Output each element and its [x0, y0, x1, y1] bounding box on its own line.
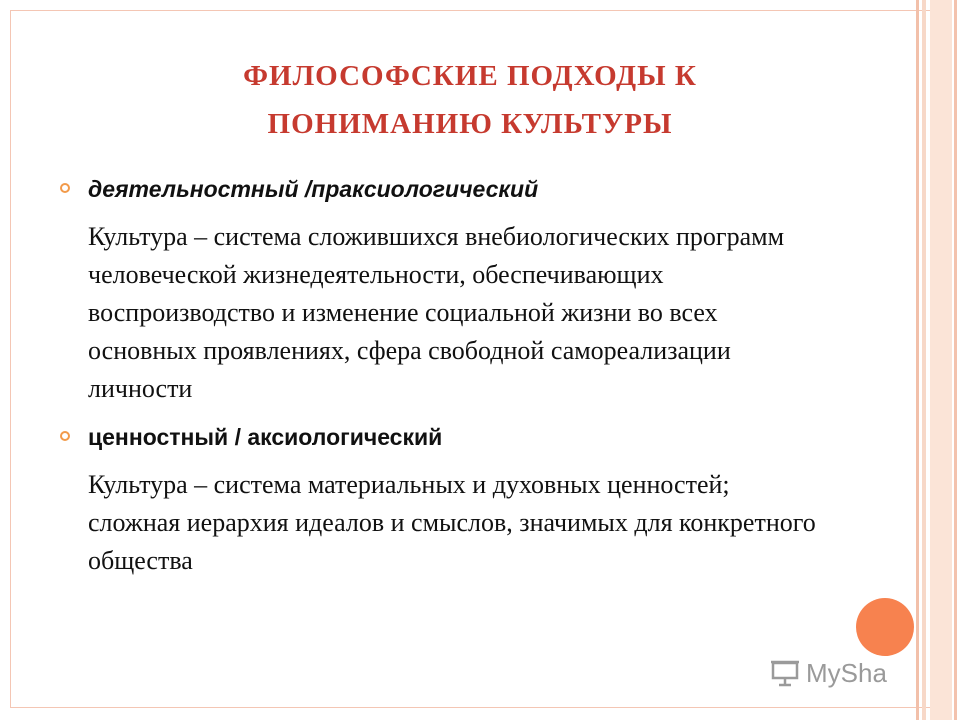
title-line-2: ПОНИМАНИЮ КУЛЬТУРЫ [267, 108, 673, 140]
item-heading: ценностный / аксиологический [88, 424, 443, 450]
list-item [60, 418, 840, 580]
list-item [60, 170, 840, 408]
title-line-1: ФИЛОСОФСКИЕ ПОДХОДЫ К [243, 60, 697, 92]
bullet-icon [60, 431, 70, 441]
slide-content [60, 170, 840, 580]
decorative-stripes [916, 0, 960, 720]
bullet-icon [60, 183, 70, 193]
item-heading: деятельностный /праксиологический [88, 176, 539, 202]
stripe [954, 0, 957, 720]
item-text: Культура – система материальных и духовных ценностей; сложная иерархия идеалов и смыслов, значимых для конкретного общества [88, 470, 816, 575]
item-text: Культура – система сложившихся внебиологических программ человеческой жизнедеятельности, обеспечивающих воспроизводство и изменение социальной жизни во всех основных проявлениях, сфера свободной самореализации личности [88, 222, 785, 403]
slide-title [110, 52, 830, 148]
watermark-text: MySha [806, 657, 887, 688]
stripe [922, 0, 926, 720]
accent-circle [856, 598, 914, 656]
presentation-board-icon [770, 659, 800, 687]
watermark-logo [770, 656, 930, 690]
stripe [930, 0, 952, 720]
stripe [916, 0, 919, 720]
